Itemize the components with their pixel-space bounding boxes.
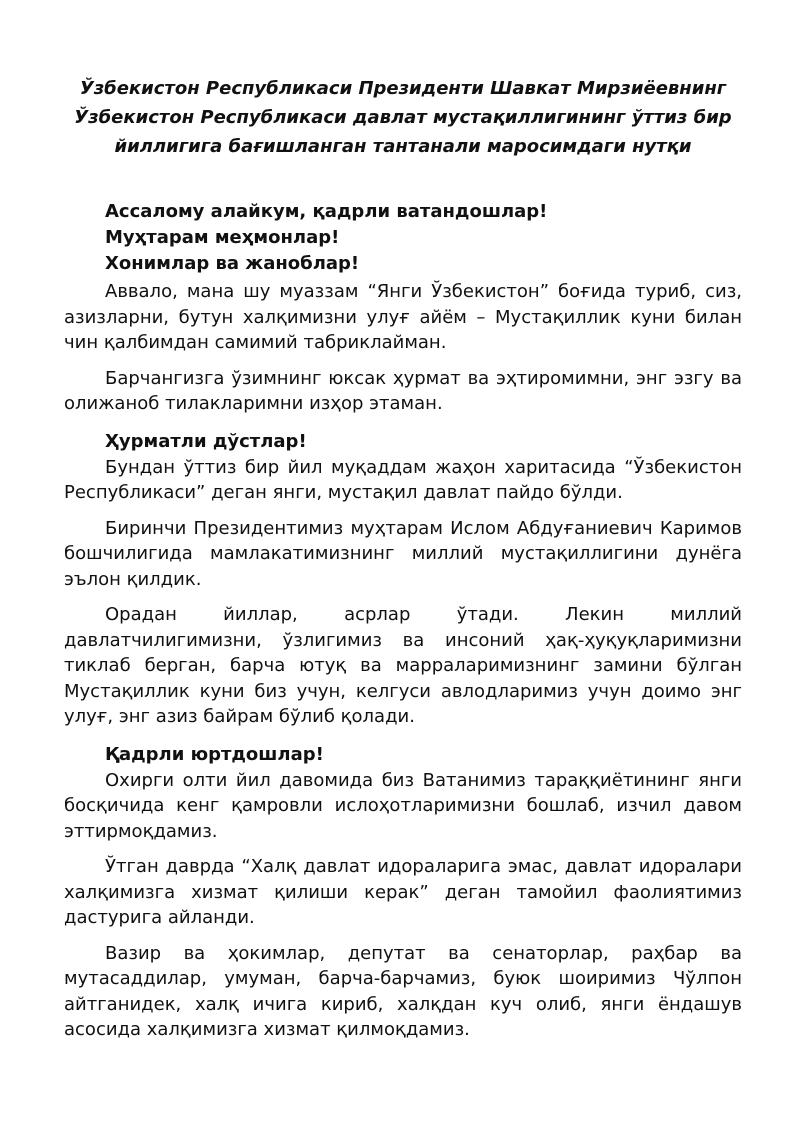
paragraph-respect: Барчангизга ўзимнинг юксак ҳурмат ва эҳтиромимни, энг эзгу ва олижаноб тилакларимни изҳор этаман. (64, 367, 742, 414)
paragraph-service: Вазир ва ҳокимлар, депутат ва сенаторлар, раҳбар ва мутасаддилар, умуман, барча-барчамиз, буюк шоиримиз Чўлпон айтганидек, халқ ичига кириб, халқдан куч олиб, янги ёндашув асосида халқимизга хизмат қилмоқдамиз. (64, 942, 742, 1040)
document-title (64, 74, 742, 161)
subheading-dear-friends: Ҳурматли дўстлар! (105, 430, 307, 452)
paragraph-first-president: Биринчи Президентимиз муҳтарам Ислом Абдуғаниевич Каримов бошчилигида мамлакатимизнинг миллий мустақиллигини дунёга эълон қилдик. (64, 517, 742, 590)
title-line-1: Ўзбекистон Республикаси Президенти Шавкат Мирзиёевнинг (79, 78, 727, 99)
greeting-guests: Муҳтарам меҳмонлар! (105, 227, 340, 248)
greeting-ladies-gentlemen: Хонимлар ва жаноблар! (105, 253, 360, 274)
paragraph-reforms: Охирги олти йил давомида биз Ватанимиз тараққиётининг янги босқичида кенг қамровли ислоҳотларимизни бошлаб, изчил давом эттирмоқдамиз. (64, 769, 742, 842)
greeting-compatriots: Ассалому алайкум, қадрли ватандошлар! (105, 201, 548, 222)
title-line-2: Ўзбекистон Республикаси давлат мустақиллигининг ўттиз бир (74, 107, 732, 128)
paragraph-republic-founded: Бундан ўттиз бир йил муқаддам жаҳон харитасида “Ўзбекистон Республикаси” деган янги, мустақил давлат пайдо бўлди. (64, 456, 742, 503)
paragraph-congratulation: Аввало, мана шу муаззам “Янги Ўзбекистон” боғида туриб, сиз, азизларни, бутун халқимизни улуғ айём – Мустақиллик куни билан чин қалбимдан самимий табриклайман. (64, 281, 742, 353)
title-line-3: йиллигига бағишланган тантанали маросимдаги нутқи (114, 136, 692, 157)
paragraph-independence-day: Орадан йиллар, асрлар ўтади. Лекин миллий давлатчилигимизни, ўзлигимиз ва инсоний ҳақ-ҳуқуқларимизни тиклаб берган, барча ютуқ ва марраларимизнинг замини бўлган Мустақиллик куни биз учун, келгуси авлодларимиз учун доимо энг улуғ, энг азиз байрам бўлиб қолади. (64, 604, 742, 727)
subheading-dear-compatriots: Қадрли юртдошлар! (105, 743, 324, 765)
paragraph-principle: Ўтган даврда “Халқ давлат идораларига эмас, давлат идоралари халқимизга хизмат қилиши керак” деган тамойил фаолиятимиз дастурига айланди. (64, 856, 742, 928)
